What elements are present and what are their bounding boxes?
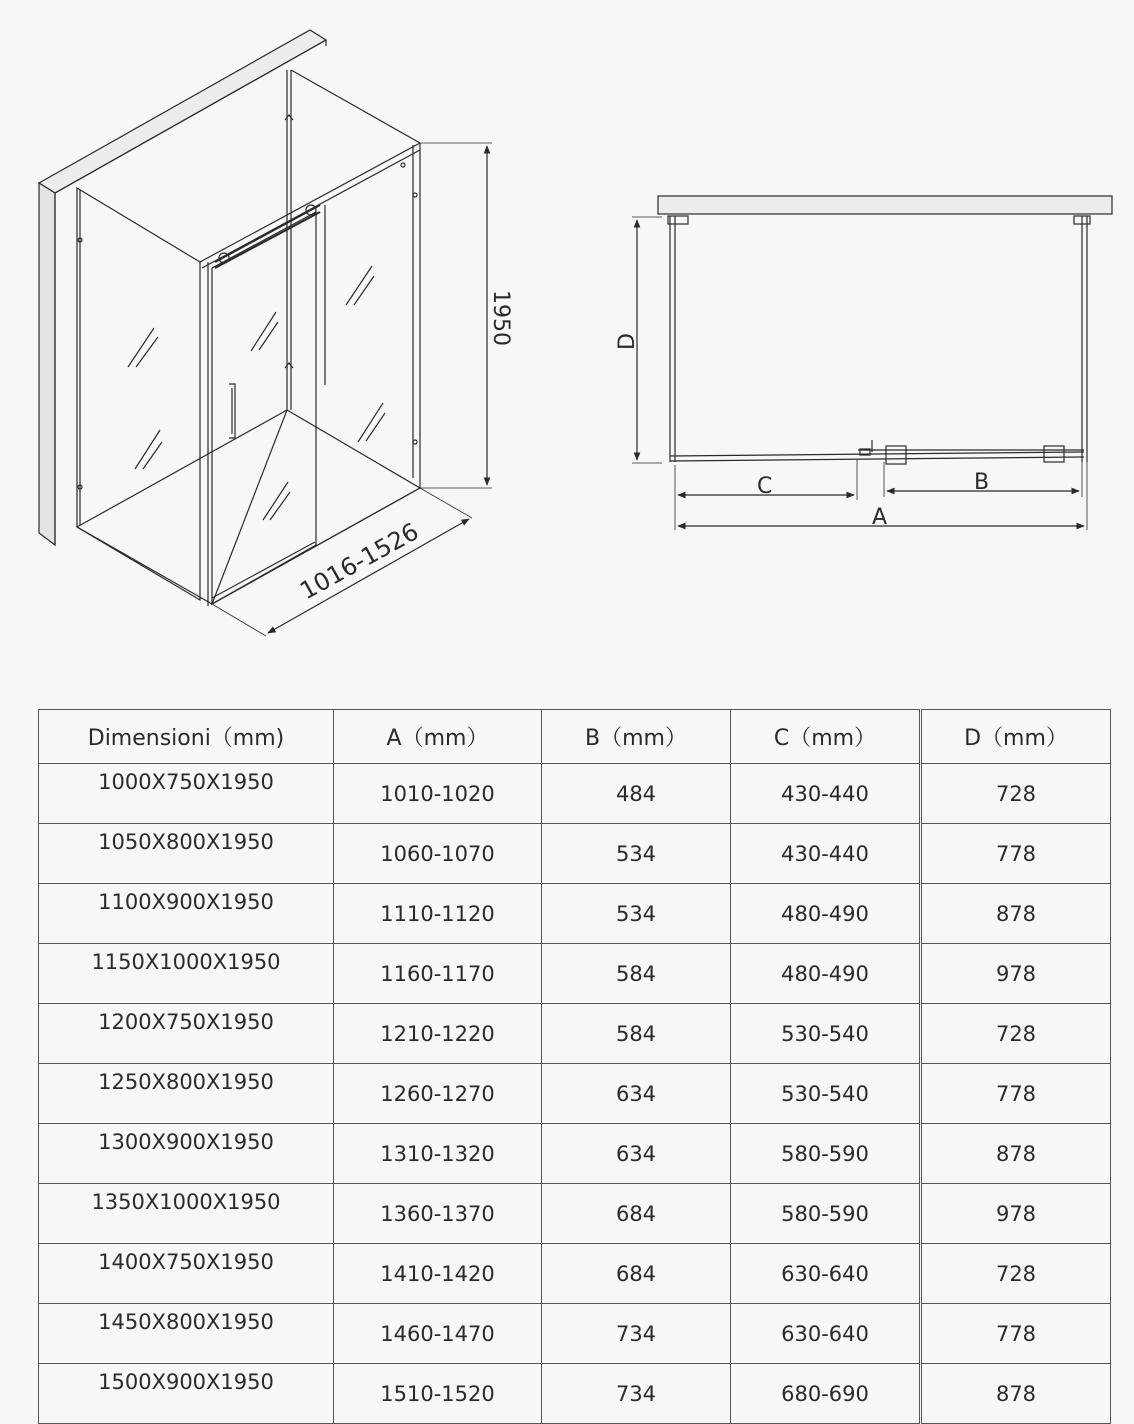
- table-cell: 734: [542, 1304, 731, 1364]
- table-row: [39, 944, 1111, 1004]
- table-cell: 480-490: [731, 884, 921, 944]
- table-cell: 634: [542, 1124, 731, 1184]
- table-row: [39, 1004, 1111, 1064]
- header-c: C（mm）: [731, 710, 921, 764]
- table-cell: 728: [921, 1244, 1111, 1304]
- table-cell: 534: [542, 884, 731, 944]
- table-cell: 1510-1520: [334, 1364, 542, 1424]
- table-cell: 480-490: [731, 944, 921, 1004]
- table-cell: 584: [542, 944, 731, 1004]
- table-row: [39, 1364, 1111, 1424]
- table-cell: 580-590: [731, 1124, 921, 1184]
- table-cell: 1060-1070: [334, 824, 542, 884]
- table-cell: 484: [542, 764, 731, 824]
- wall-slab: [39, 30, 326, 193]
- height-label: 1950: [488, 290, 513, 346]
- header-dimensioni: Dimensioni（mm): [39, 710, 334, 764]
- table-cell: 1200X750X1950: [39, 1004, 334, 1064]
- dim-label-d: D: [615, 333, 640, 350]
- table-row: [39, 824, 1111, 884]
- table-cell: 1400X750X1950: [39, 1244, 334, 1304]
- table-cell: 878: [921, 1364, 1111, 1424]
- table-row: [39, 884, 1111, 944]
- table-cell: 1160-1170: [334, 944, 542, 1004]
- table-body: [39, 764, 1111, 1424]
- dim-label-c: C: [757, 474, 773, 499]
- table-cell: 580-590: [731, 1184, 921, 1244]
- table-cell: 878: [921, 1124, 1111, 1184]
- technical-drawings: [0, 0, 1134, 670]
- table-cell: 684: [542, 1184, 731, 1244]
- dimensions-table: [38, 709, 1111, 1424]
- table-cell: 1050X800X1950: [39, 824, 334, 884]
- table-cell: 680-690: [731, 1364, 921, 1424]
- table-cell: 734: [542, 1364, 731, 1424]
- table-row: [39, 1184, 1111, 1244]
- table-cell: 1300X900X1950: [39, 1124, 334, 1184]
- table-cell: 1210-1220: [334, 1004, 542, 1064]
- table-cell: 1260-1270: [334, 1064, 542, 1124]
- drawings-area: [0, 0, 1134, 670]
- table-row: [39, 1064, 1111, 1124]
- table-cell: 430-440: [731, 764, 921, 824]
- table-cell: 778: [921, 1064, 1111, 1124]
- table-cell: 978: [921, 944, 1111, 1004]
- header-d: D（mm）: [921, 710, 1111, 764]
- table-cell: 530-540: [731, 1004, 921, 1064]
- table-cell: 728: [921, 1004, 1111, 1064]
- header-b: B（mm）: [542, 710, 731, 764]
- table-row: [39, 1304, 1111, 1364]
- table-cell: 1100X900X1950: [39, 884, 334, 944]
- table-header-row: [39, 710, 1111, 764]
- dim-label-b: B: [974, 470, 990, 495]
- table-cell: 534: [542, 824, 731, 884]
- table-cell: 978: [921, 1184, 1111, 1244]
- table-cell: 530-540: [731, 1064, 921, 1124]
- plan-view: [632, 196, 1112, 530]
- table-row: [39, 1124, 1111, 1184]
- table-cell: 1360-1370: [334, 1184, 542, 1244]
- table-cell: 430-440: [731, 824, 921, 884]
- table-row: [39, 764, 1111, 824]
- table-cell: 1350X1000X1950: [39, 1184, 334, 1244]
- table-row: [39, 1244, 1111, 1304]
- width-label: 1016-1526: [295, 517, 424, 606]
- table-cell: 1310-1320: [334, 1124, 542, 1184]
- header-a: A（mm）: [334, 710, 542, 764]
- table-cell: 630-640: [731, 1244, 921, 1304]
- table-cell: 1010-1020: [334, 764, 542, 824]
- table-cell: 778: [921, 1304, 1111, 1364]
- table-cell: 878: [921, 884, 1111, 944]
- table-cell: 728: [921, 764, 1111, 824]
- table-cell: 1410-1420: [334, 1244, 542, 1304]
- table-cell: 1000X750X1950: [39, 764, 334, 824]
- dim-label-a: A: [872, 505, 888, 530]
- table-cell: 1110-1120: [334, 884, 542, 944]
- table-cell: 1150X1000X1950: [39, 944, 334, 1004]
- table-cell: 630-640: [731, 1304, 921, 1364]
- plan-wall: [658, 196, 1112, 214]
- table-cell: 1460-1470: [334, 1304, 542, 1364]
- table-cell: 1250X800X1950: [39, 1064, 334, 1124]
- table-cell: 778: [921, 824, 1111, 884]
- table-cell: 584: [542, 1004, 731, 1064]
- sliding-door: [212, 212, 316, 604]
- table-cell: 1500X900X1950: [39, 1364, 334, 1424]
- isometric-enclosure: [39, 30, 492, 636]
- table-cell: 1450X800X1950: [39, 1304, 334, 1364]
- table-cell: 684: [542, 1244, 731, 1304]
- table-cell: 634: [542, 1064, 731, 1124]
